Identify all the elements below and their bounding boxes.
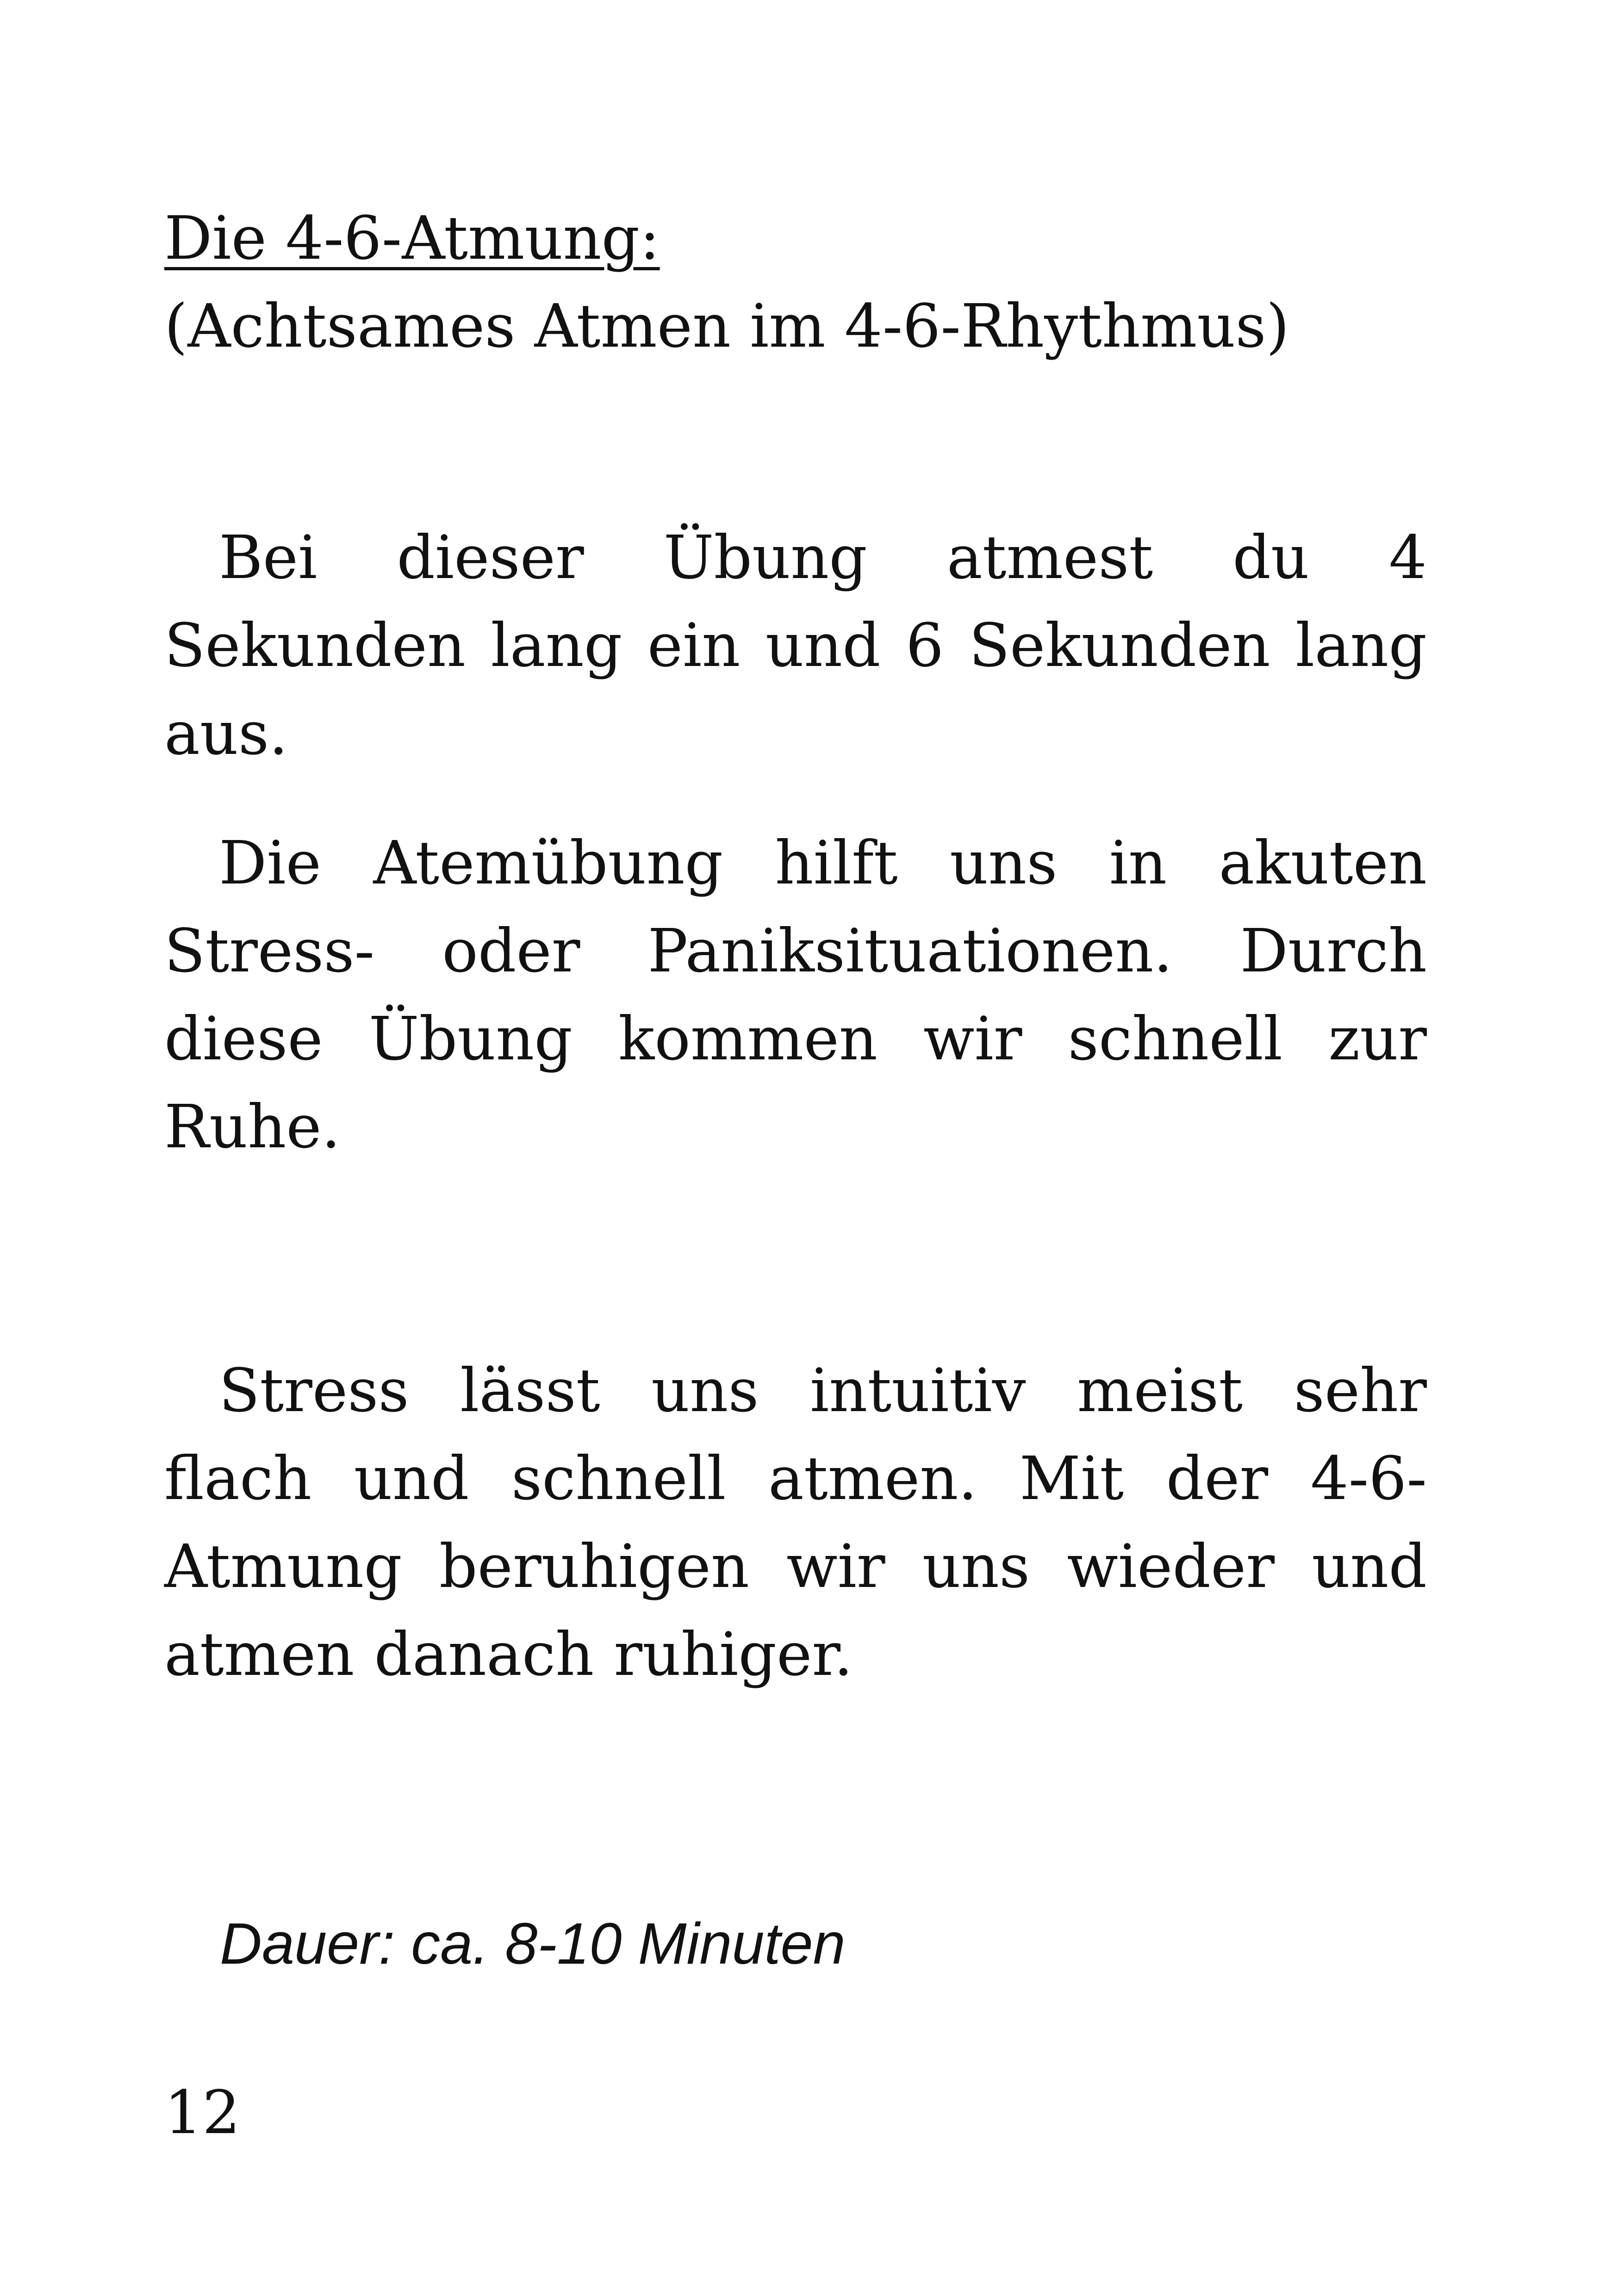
duration-note: Dauer: ca. 8-10 Minuten xyxy=(220,1911,846,1976)
paragraph-benefits: Die Atemübung hilft uns in akuten Stress- oder Paniksituationen. Durch diese Übung kommen wir schnell zur Ruhe. xyxy=(164,828,1427,1162)
exercise-title: Die 4-6-Atmung: xyxy=(164,204,660,273)
paragraph-instructions: Bei dieser Übung atmest du 4 Sekunden lang ein und 6 Sekunden lang aus. xyxy=(164,523,1427,768)
paragraph-stress: Stress lässt uns intuitiv meist sehr flach und schnell atmen. Mit der 4-6-Atmung beruhigen wir uns wieder und atmen danach ruhiger. xyxy=(164,1356,1427,1689)
page-number: 12 xyxy=(164,2078,241,2147)
exercise-subtitle: (Achtsames Atmen im 4-6-Rhythmus) xyxy=(164,292,1289,361)
